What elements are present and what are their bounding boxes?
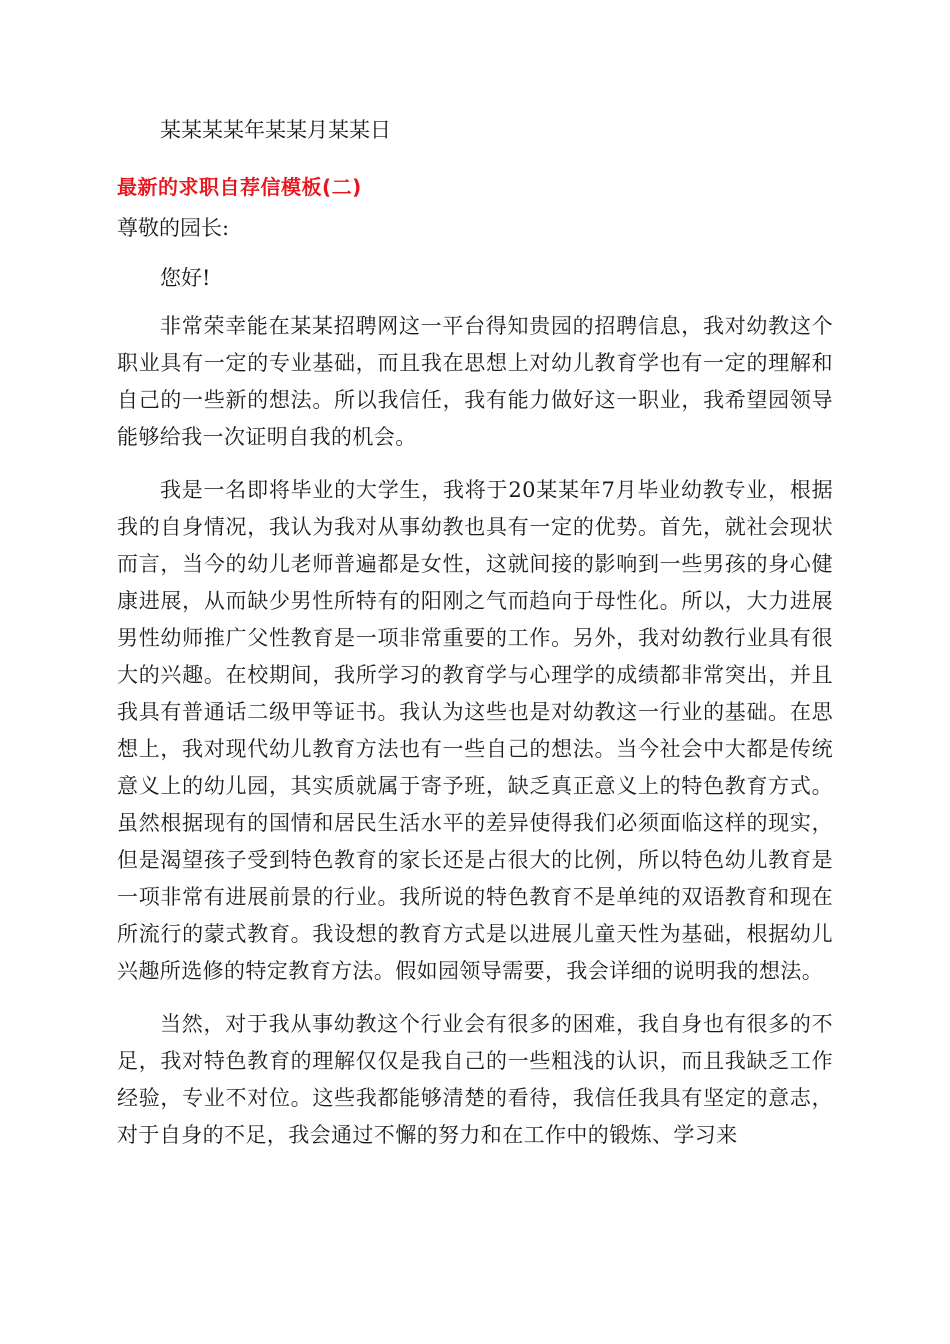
salutation: 尊敬的园长: (117, 216, 230, 240)
greeting: 您好! (160, 266, 211, 290)
section-heading: 最新的求职自荐信模板(二) (117, 175, 362, 199)
document-body (117, 112, 833, 1170)
paragraph-3: 当然，对于我从事幼教这个行业会有很多的困难，我自身也有很多的不足，我对特色教育的理解仅仅是我自己的一些粗浅的认识，而且我缺乏工作经验，专业不对位。这些我都能够清楚的看待，我信任我具有坚定的意志，对于自身的不足，我会通过不懈的努力和在工作中的锻炼、学习来 (117, 1012, 833, 1147)
paragraph-2: 我是一名即将毕业的大学生，我将于20某某年7月毕业幼教专业，根据我的自身情况，我认为我对从事幼教也具有一定的优势。首先，就社会现状而言，当今的幼儿老师普遍都是女性，这就间接的影响到一些男孩的身心健康进展，从而缺少男性所特有的阳刚之气而趋向于母性化。所以，大力进展男性幼师推广父性教育是一项非常重要的工作。另外，我对幼教行业具有很大的兴趣。在校期间，我所学习的教育学与心理学的成绩都非常突出，并且我具有普通话二级甲等证书。我认为这些也是对幼教这一行业的基础。在思想上，我对现代幼儿教育方法也有一些自己的想法。当今社会中大都是传统意义上的幼儿园，其实质就属于寄予班，缺乏真正意义上的特色教育方式。虽然根据现有的国情和居民生活水平的差异使得我们必须面临这样的现实，但是渴望孩子受到特色教育的家长还是占很大的比例，所以特色幼儿教育是一项非常有进展前景的行业。我所说的特色教育不是单纯的双语教育和现在所流行的蒙式教育。我设想的教育方式是以进展儿童天性为基础，根据幼儿兴趣所选修的特定教育方法。假如园领导需要，我会详细的说明我的想法。 (117, 478, 833, 983)
date-line: 某某某某年某某月某某日 (160, 118, 391, 142)
paragraph-1: 非常荣幸能在某某招聘网这一平台得知贵园的招聘信息，我对幼教这个职业具有一定的专业基础，而且我在思想上对幼儿教育学也有一定的理解和自己的一些新的想法。所以我信任，我有能力做好这一职业，我希望园领导能够给我一次证明自我的机会。 (117, 314, 833, 449)
